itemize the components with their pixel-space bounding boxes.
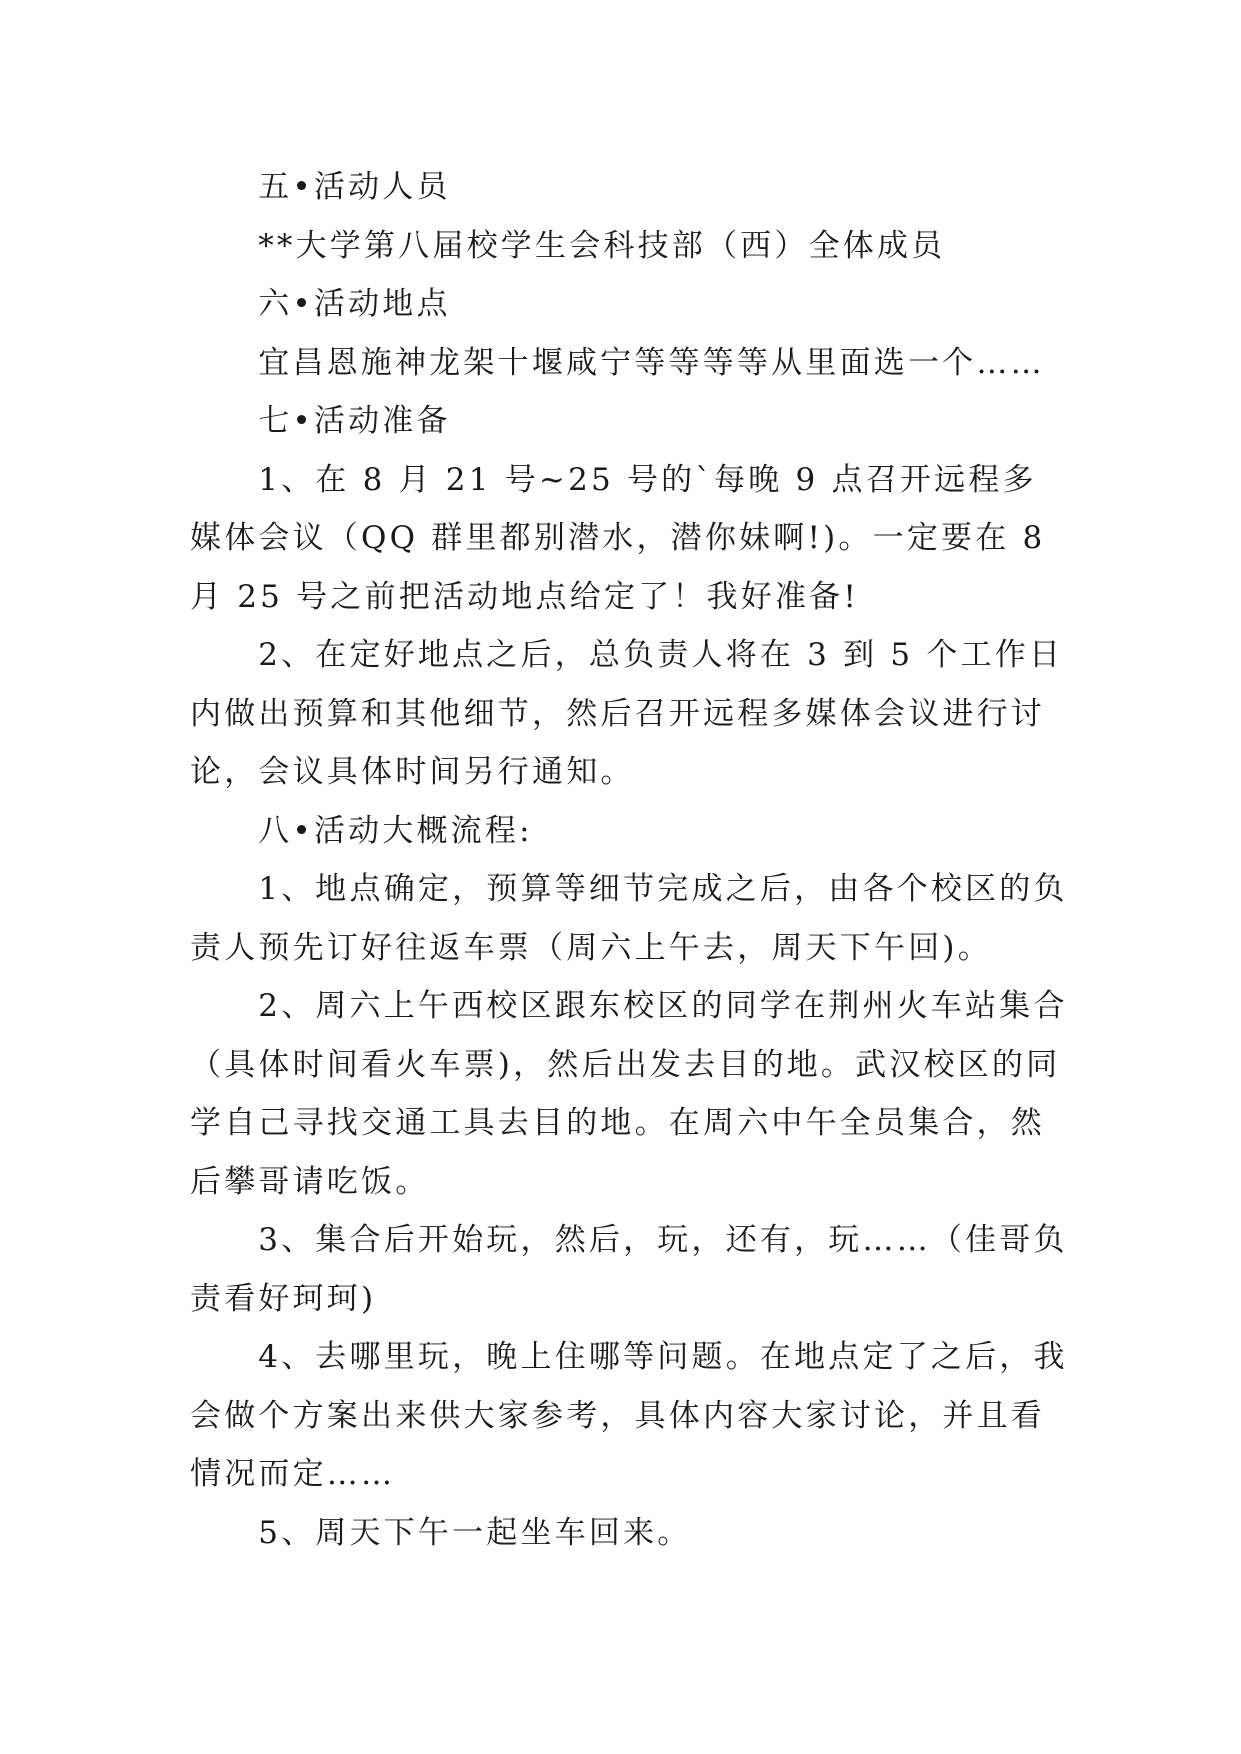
section-heading-process: 八•活动大概流程: bbox=[258, 812, 533, 849]
section-heading-preparation: 七•活动准备 bbox=[258, 403, 451, 439]
paragraph-location: 宜昌恩施神龙架十堰咸宁等等等等从里面选一个…… bbox=[258, 344, 1045, 381]
section-heading-personnel: 五•活动人员 bbox=[258, 169, 451, 205]
paragraph-personnel: **大学第八届校学生会科技部（西）全体成员 bbox=[258, 227, 946, 264]
paragraph-process-3: 3、集合后开始玩，然后，玩，还有，玩……（佳哥负责看好珂珂) bbox=[190, 1222, 1068, 1317]
document-body bbox=[190, 158, 1070, 1562]
paragraph-process-5: 5、周天下午一起坐车回来。 bbox=[258, 1514, 692, 1551]
paragraph-process-2: 2、周六上午西校区跟东校区的同学在荆州火车站集合（具体时间看火车票)，然后出发去目的地。武汉校区的同学自己寻找交通工具去目的地。在周六中午全员集合，然后攀哥请吃饭。 bbox=[190, 988, 1068, 1200]
paragraph-preparation-2: 2、在定好地点之后，总负责人将在 3 到 5 个工作日内做出预算和其他细节，然后召开远程多媒体会议进行讨论，会议具体时间另行通知。 bbox=[190, 637, 1064, 790]
section-heading-location: 六•活动地点 bbox=[258, 286, 451, 322]
paragraph-preparation-1: 1、在 8 月 21 号~25 号的`每晚 9 点召开远程多媒体会议（QQ 群里都别潜水，潜你妹啊!)。一定要在 8 月 25 号之前把活动地点给定了！我好准备! bbox=[190, 461, 1046, 615]
paragraph-process-1: 1、地点确定，预算等细节完成之后，由各个校区的负责人预先订好往返车票（周六上午去，周天下午回)。 bbox=[190, 871, 1068, 966]
paragraph-process-4: 4、去哪里玩，晚上住哪等问题。在地点定了之后，我会做个方案出来供大家参考，具体内容大家讨论，并且看情况而定…… bbox=[190, 1339, 1068, 1492]
